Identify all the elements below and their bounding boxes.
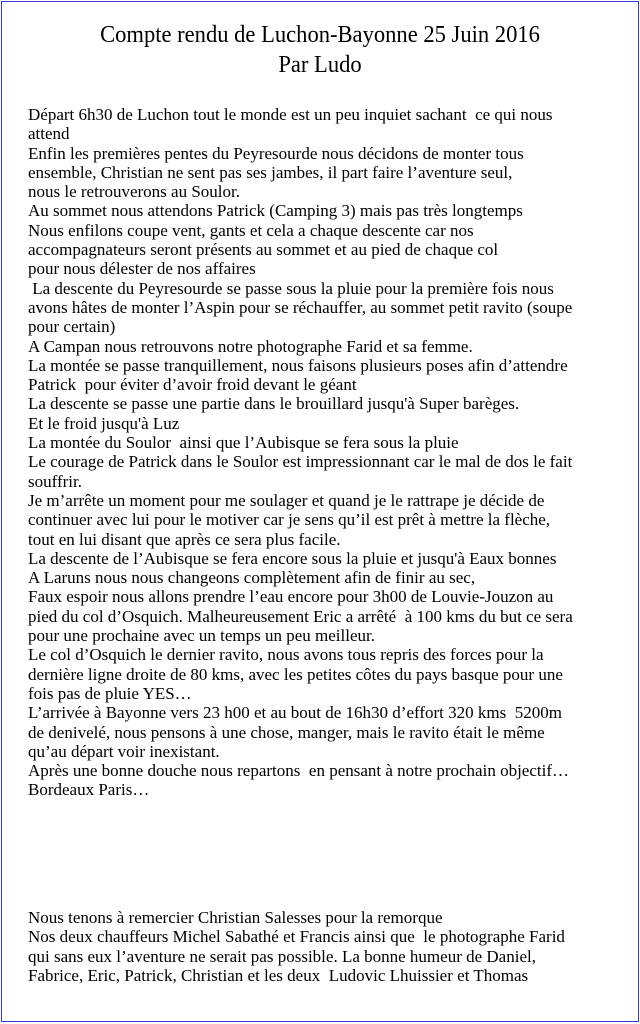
- report-line: ensemble, Christian ne sent pas ses jambes, il part faire l’aventure seul,: [28, 162, 513, 182]
- report-line: Enfin les premières pentes du Peyresourde nous décidons de monter tous: [28, 143, 524, 163]
- report-line: Le courage de Patrick dans le Soulor est impressionnant car le mal de dos le fait: [28, 452, 573, 472]
- report-line: Je m’arrête un moment pour me soulager et quand je le rattrape je décide de: [28, 490, 545, 510]
- thanks-line: Nous tenons à remercier Christian Salesses pour la remorque: [28, 908, 443, 927]
- thanks-line: qui sans eux l’aventure ne serait pas possible. La bonne humeur de Daniel,: [28, 946, 536, 966]
- author-line: Par Ludo: [278, 52, 362, 78]
- report-line: nous le retrouverons au Soulor.: [28, 182, 240, 202]
- report-line: pour certain): [28, 317, 116, 337]
- report-line: accompagnateurs seront présents au sommet et au pied de chaque col: [28, 240, 499, 260]
- report-line: Faux espoir nous allons prendre l’eau encore pour 3h00 de Louvie-Jouzon au: [28, 587, 554, 607]
- report-line: Patrick pour éviter d’avoir froid devant le géant: [28, 375, 357, 395]
- thanks-section: [28, 908, 628, 985]
- report-line: souffrir.: [28, 471, 82, 491]
- report-line: continuer avec lui pour le motiver car je sens qu’il est prêt à mettre la flèche,: [28, 510, 551, 530]
- report-line: tout en lui disant que après ce sera plus facile.: [28, 529, 341, 549]
- report-body: [28, 105, 628, 800]
- report-line: Le col d’Osquich le dernier ravito, nous avons tous repris des forces pour la: [28, 645, 544, 665]
- report-line: attend: [28, 124, 70, 144]
- report-line: Nous enfilons coupe vent, gants et cela a chaque descente car nos: [28, 220, 474, 240]
- report-line: fois pas de pluie YES…: [28, 683, 192, 703]
- thanks-line: Nos deux chauffeurs Michel Sabathé et Francis ainsi que le photographe Farid: [28, 927, 565, 947]
- report-line: qu’au départ voir inexistant.: [28, 741, 220, 761]
- report-line: La descente du Peyresourde se passe sous la pluie pour la première fois nous: [28, 278, 554, 298]
- report-line: Et le froid jusqu'à Luz: [28, 413, 180, 433]
- report-line: avons hâtes de monter l’Aspin pour se réchauffer, au sommet petit ravito (soupe: [28, 297, 573, 317]
- report-line: dernière ligne droite de 80 kms, avec les petites côtes du pays basque pour une: [28, 664, 563, 684]
- report-line: pour une prochaine avec un temps un peu meilleur.: [28, 626, 375, 646]
- report-line: Après une bonne douche nous repartons en pensant à notre prochain objectif…: [28, 761, 569, 781]
- page-title: Compte rendu de Luchon-Bayonne 25 Juin 2016: [100, 22, 540, 48]
- report-line: Bordeaux Paris…: [28, 780, 150, 800]
- report-line: A Laruns nous nous changeons complètement afin de finir au sec,: [28, 568, 476, 588]
- report-line: pour nous délester de nos affaires: [28, 259, 256, 279]
- report-line: A Campan nous retrouvons notre photographe Farid et sa femme.: [28, 336, 473, 356]
- report-line: La descente de l’Aubisque se fera encore sous la pluie et jusqu'à Eaux bonnes: [28, 548, 557, 568]
- report-line: pied du col d’Osquich. Malheureusement Eric a arrêté à 100 kms du but ce sera: [28, 606, 573, 626]
- thanks-line: Fabrice, Eric, Patrick, Christian et les deux Ludovic Lhuissier et Thomas: [28, 965, 529, 985]
- report-line: Au sommet nous attendons Patrick (Camping 3) mais pas très longtemps: [28, 201, 523, 221]
- report-line: L’arrivée à Bayonne vers 23 h00 et au bout de 16h30 d’effort 320 kms 5200m: [28, 703, 562, 723]
- report-line: Départ 6h30 de Luchon tout le monde est un peu inquiet sachant ce qui nous: [28, 105, 553, 124]
- report-line: La montée se passe tranquillement, nous faisons plusieurs poses afin d’attendre: [28, 355, 568, 375]
- report-line: La descente se passe une partie dans le brouillard jusqu'à Super barèges.: [28, 394, 520, 414]
- document-page: [1, 1, 639, 1022]
- report-line: de denivelé, nous pensons à une chose, manger, mais le ravito était le même: [28, 722, 545, 742]
- report-line: La montée du Soulor ainsi que l’Aubisque se fera sous la pluie: [28, 433, 459, 453]
